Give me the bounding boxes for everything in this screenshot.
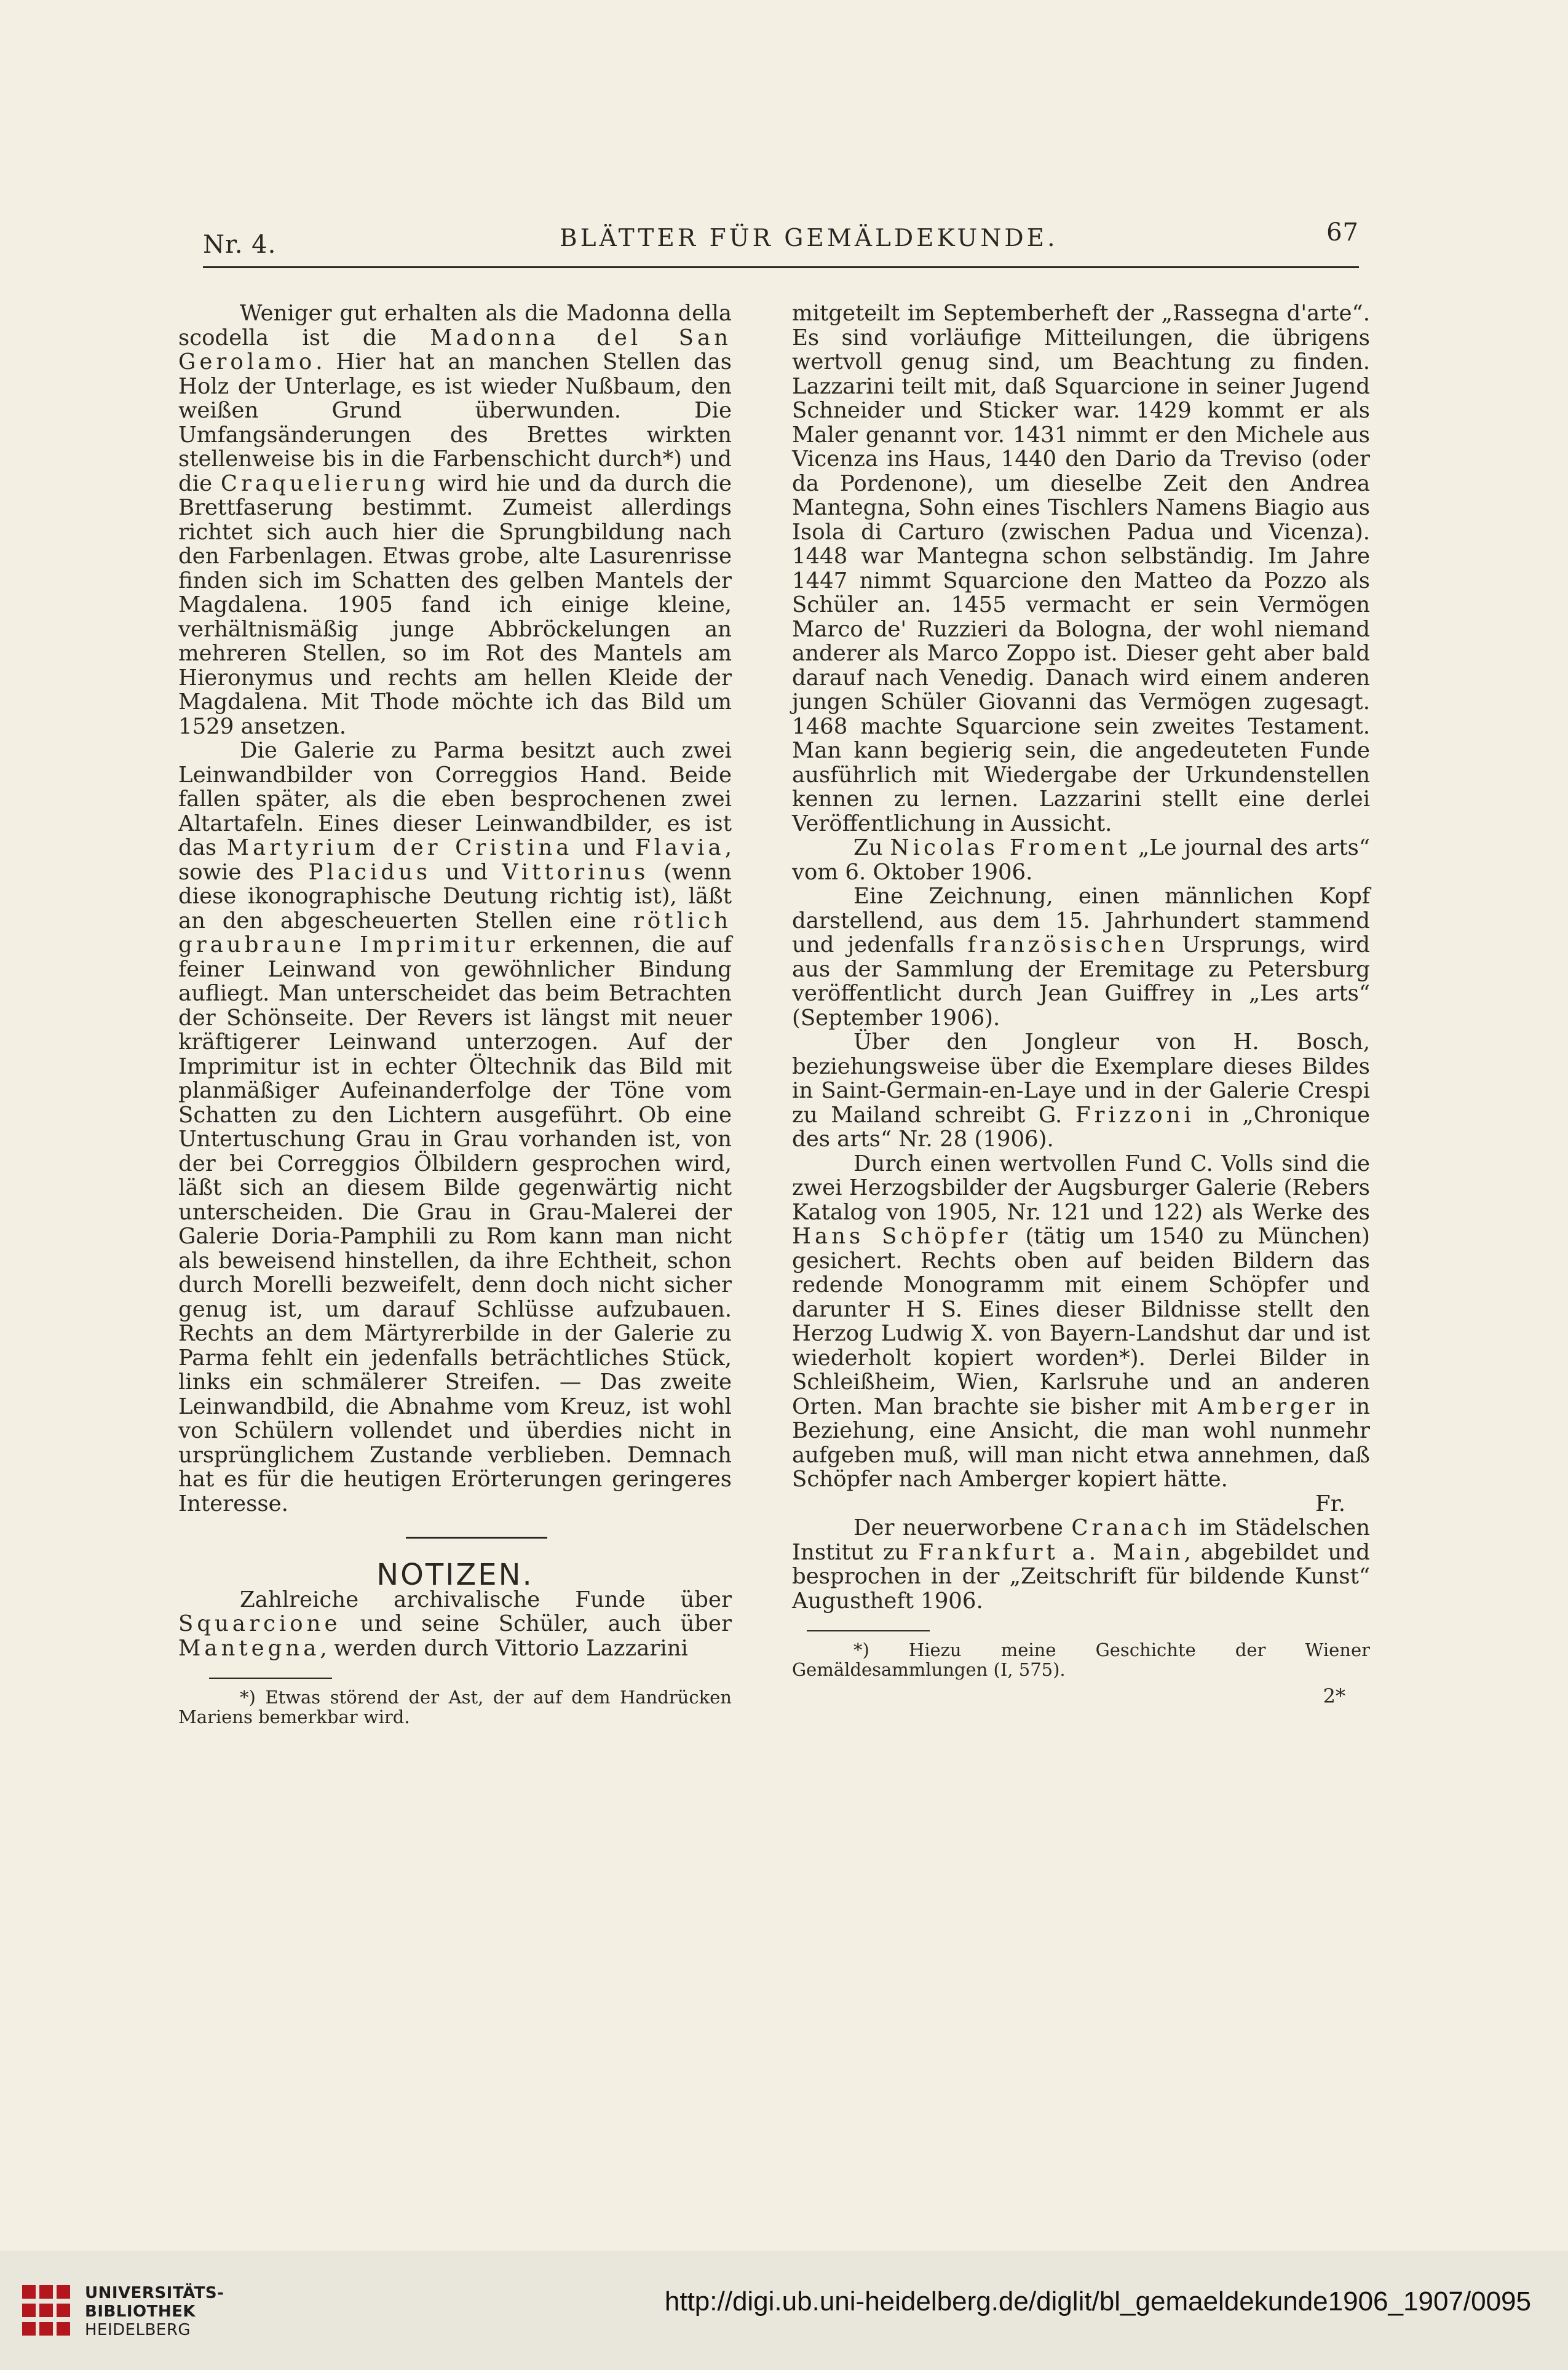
spaced-emphasis: Vittorinus [502,859,649,885]
spaced-emphasis: Nicolas Froment [890,835,1131,860]
university-library-logo-icon [18,2281,75,2340]
spaced-emphasis: Mantegna [178,1635,320,1661]
section-title: NOTIZEN. [376,1558,534,1592]
spaced-emphasis: französischen [967,932,1169,957]
spaced-emphasis: Craquelierung [220,470,429,496]
spaced-emphasis: Frankfurt a. Main [918,1539,1184,1565]
spaced-emphasis: Cranach [1071,1515,1191,1540]
right-column [792,301,1370,1709]
issue-number: Nr. 4. [203,231,277,259]
footnote: *) Etwas störend der Ast, der auf dem Handrücken Mariens bemerkbar wird. [178,1687,732,1727]
spaced-emphasis: rötlich graubraune Imprimitur [178,908,732,957]
journal-title: BLÄTTER FÜR GEMÄLDEKUNDE. [560,224,1058,252]
paragraph: Eine Zeichnung, einen männlichen Kopf darstellend, aus dem 15. Jahrhundert stammend und jedenfalls französischen Ursprungs, wird aus der Sammlung der Eremitage zu Petersburg veröffentlicht durch Jean Guiffrey in „Les arts“ (September 1906). [792,884,1370,1031]
library-name-line: BIBLIOTHEK [85,2302,196,2321]
paragraph: Die Galerie zu Parma besitzt auch zwei Leinwandbilder von Correggios Hand. Beide fallen später, als die eben besprochenen zwei Altartafeln. Eines dieser Leinwandbilder, es ist das Martyrium der Cristina und Flavia, sowie des Placidus und Vittorinus (wenn diese ikonographische Deutung richtig ist), läßt an den abgescheuerten Stellen eine rötlich graubraune Imprimitur erkennen, die auf feiner Leinwand von gewöhnlicher Bindung aufliegt. Man unterscheidet das beim Betrachten der Schönseite. Der Revers ist längst mit neuer kräftigerer Leinwand unterzogen. Auf der Imprimitur ist in echter Öltechnik das Bild mit planmäßiger Aufeinanderfolge der Töne vom Schatten zu den Lichtern ausgeführt. Ob eine Untertuschung Grau in Grau vorhanden ist, von der bei Correggios Ölbildern gesprochen wird, läßt sich an diesem Bilde gegenwärtig nicht unterscheiden. Die Grau in Grau-Malerei der Galerie Doria-Pamphili zu Rom kann man nicht als beweisend hinstellen, da ihre Echtheit, schon durch Morelli bezweifelt, denn doch nicht sicher genug ist, um darauf Schlüsse aufzubauen. Rechts an dem Märtyrerbilde in der Galerie zu Parma fehlt ein jedenfalls beträchtliches Stück, links ein schmälerer Streifen. — Das zweite Leinwandbild, die Abnahme vom Kreuz, ist wohl von Schülern vollendet und überdies nicht in ursprünglichem Zustande verblieben. Demnach hat es für die heutigen Erörterungen geringeres Interesse. [178,738,732,1516]
library-name-line: HEIDELBERG [85,2321,191,2339]
paragraph: mitgeteilt im Septemberheft der „Rassegna d'arte“. Es sind vorläufige Mitteilungen, die übrigens wertvoll genug sind, um Beachtung zu finden. Lazzarini teilt mit, daß Squarcione in seiner Jugend Schneider und Sticker war. 1429 kommt er als Maler genannt vor. 1431 nimmt er den Michele aus Vicenza ins Haus, 1440 den Dario da Treviso (oder da Pordenone), um dieselbe Zeit den Andrea Mantegna, Sohn eines Tischlers Namens Biagio aus Isola di Carturo (zwischen Padua und Vicenza). 1448 war Mantegna schon selbständig. Im Jahre 1447 nimmt Squarcione den Matteo da Pozzo als Schüler an. 1455 vermacht er sein Vermögen Marco de' Ruzzieri da Bologna, der wohl niemand anderer als Marco Zoppo ist. Dieser geht aber bald darauf nach Venedig. Danach wird einem anderen jungen Schüler Giovanni das Vermögen zugesagt. 1468 machte Squarcione sein zweites Testament. Man kann begierig sein, die angedeuteten Funde ausführlich mit Wiedergabe der Urkundenstellen kennen zu lernen. Lazzarini stellt eine derlei Veröffentlichung in Aussicht. [792,301,1370,836]
source-url-link[interactable]: http://digi.ub.uni-heidelberg.de/diglit/bl_gemaeldekunde1906_1907/0095 [664,2286,1531,2316]
library-name-line: UNIVERSITÄTS- [85,2284,224,2302]
spaced-emphasis: Flavia [635,835,725,860]
spaced-emphasis: Squarcione [178,1611,341,1636]
footnote-rule [209,1678,332,1679]
paragraph: Durch einen wertvollen Fund C. Volls sind die zwei Herzogsbilder der Augsburger Galerie (Rebers Katalog von 1905, Nr. 121 und 122) als Werke des Hans Schöpfer (tätig um 1540 zu München) gesichert. Rechts oben auf beiden Bildern das redende Monogramm mit einem Schöpfer und darunter H S. Eines dieser Bildnisse stellt den Herzog Ludwig X. von Bayern-Landshut dar und ist wiederholt kopiert worden*). Derlei Bilder in Schleißheim, Wien, Karlsruhe und an anderen Orten. Man brachte sie bisher mit Amberger in Beziehung, eine Ansicht, die man wohl nunmehr aufgeben muß, will man nicht etwa annehmen, daß Schöpfer nach Amberger kopiert hätte. [792,1151,1370,1492]
footnote: *) Hiezu meine Geschichte der Wiener Gemäldesammlungen (I, 575). [792,1639,1370,1680]
section-divider [406,1537,547,1539]
paragraph: Weniger gut erhalten als die Madonna della scodella ist die Madonna del San Gerolamo. Hier hat an manchen Stellen das Holz der Unterlage, es ist wieder Nußbaum, den weißen Grund überwunden. Die Umfangsänderungen des Brettes wirkten stellenweise bis in die Farbenschicht durch*) und die Craquelierung wird hie und da durch die Brettfaserung bestimmt. Zumeist allerdings richtet sich auch hier die Sprungbildung nach den Farbenlagen. Etwas grobe, alte Lasurenrisse finden sich im Schatten des gelben Mantels der Magdalena. 1905 fand ich einige kleine, verhältnismäßig junge Abbröckelungen an mehreren Stellen, so im Rot des Mantels am Hieronymus und rechts am hellen Kleide der Magdalena. Mit Thode möchte ich das Bild um 1529 ansetzen. [178,301,732,739]
paragraph: Zahlreiche archivalische Funde über Squarcione und seine Schüler, auch über Mantegna, werden durch Vittorio Lazzarini [178,1587,732,1661]
spaced-emphasis: Madonna del San Gerolamo [178,325,732,375]
paragraph: Über den Jongleur von H. Bosch, beziehungsweise über die Exemplare dieses Bildes in Saint-Germain-en-Laye und in der Galerie Crespi zu Mailand schreibt G. Frizzoni in „Chronique des arts“ Nr. 28 (1906). [792,1029,1370,1152]
header-rule [203,266,1359,268]
spaced-emphasis: Martyrium der Cristina [226,835,573,860]
page-number: 67 [1326,218,1359,247]
paragraph: Zu Nicolas Froment „Le journal des arts“ vom 6. Oktober 1906. [792,835,1370,885]
paragraph: Der neuerworbene Cranach im Städelschen Institut zu Frankfurt a. Main, abgebildet und besprochen in der „Zeitschrift für bildende Kunst“ Augustheft 1906. [792,1515,1370,1614]
spaced-emphasis: Hans Schöpfer [792,1224,1012,1249]
spaced-emphasis: Amberger [1198,1393,1339,1419]
left-column [178,301,732,1727]
spaced-emphasis: Frizzoni [1075,1102,1195,1128]
signature-mark: 2* [1323,1684,1345,1708]
spaced-emphasis: Placidus [308,859,432,885]
library-name [85,2284,224,2339]
digitization-footer [0,2251,1568,2370]
footnote-rule [807,1630,930,1631]
running-header [203,218,1359,268]
author-signature: Fr. [1315,1491,1345,1516]
